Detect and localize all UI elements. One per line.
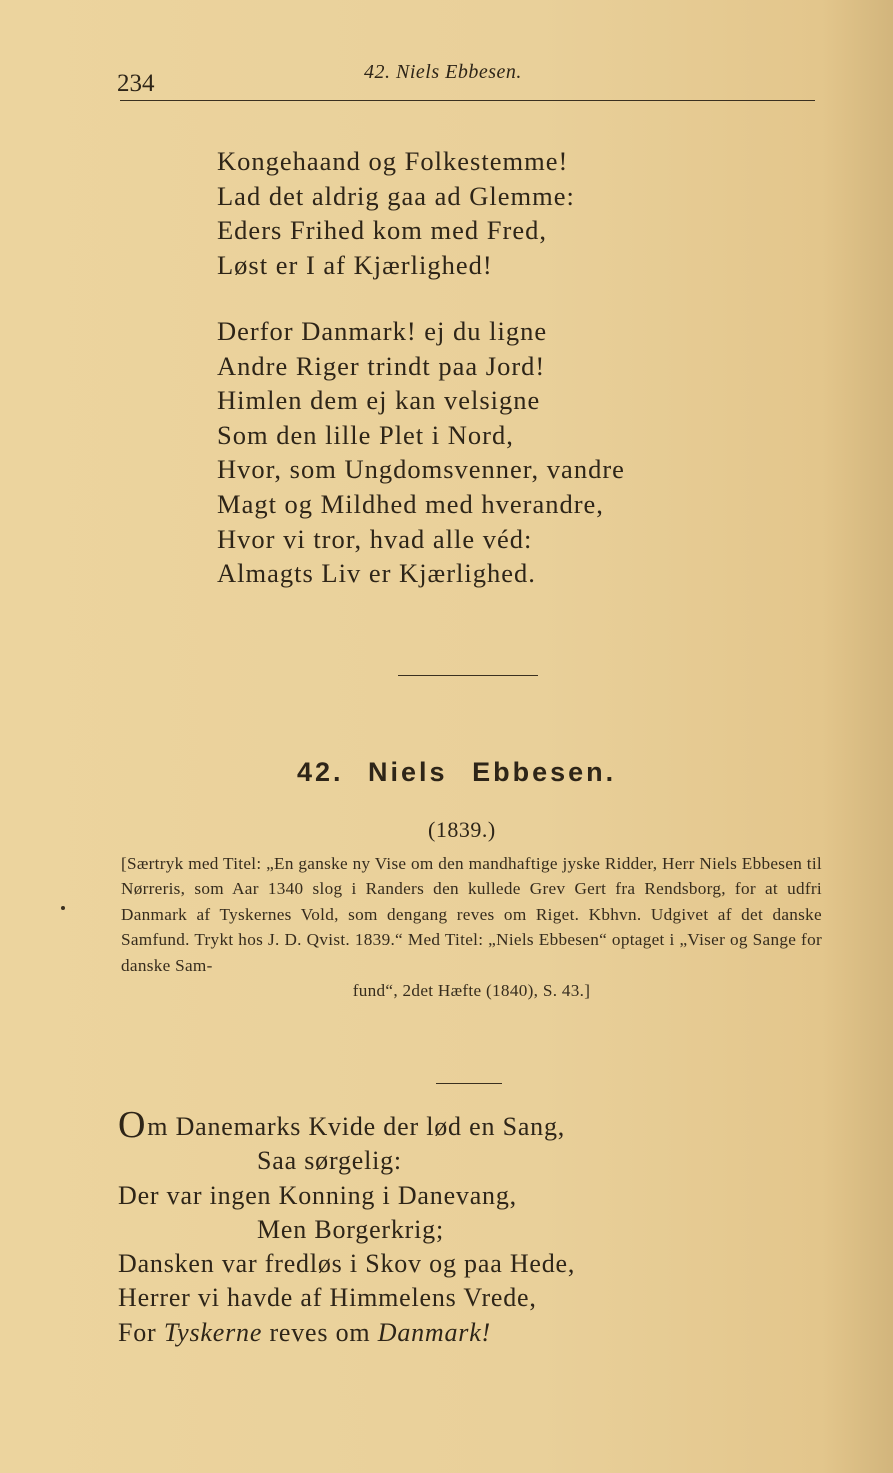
drop-cap: O — [118, 1104, 147, 1146]
verse-line: Lad det aldrig gaa ad Glemme: — [217, 180, 575, 211]
verse-line: Som den lille Plet i Nord, — [217, 419, 514, 450]
running-head: 42. Niels Ebbesen. — [364, 61, 522, 83]
verse-line: Om Danemarks Kvide der lød en Sang, — [118, 1104, 566, 1146]
verse-line: Derfor Danmark! ej du ligne — [217, 316, 548, 346]
verse-line: Løst er I af Kjærlighed! — [217, 249, 493, 280]
verse-line: Hvor, som Ungdomsvenner, vandre — [217, 454, 625, 485]
emphasis: Danmark! — [377, 1317, 492, 1347]
verse-line: Herrer vi havde af Himmelens Vrede, — [118, 1283, 537, 1313]
page-header — [0, 58, 893, 98]
poem-body — [118, 1104, 576, 1350]
section-year: (1839.) — [428, 817, 496, 842]
page-number: 234 — [117, 70, 155, 97]
verse-line: Magt og Mildhed med hverandre, — [217, 488, 604, 519]
verse-line: Dansken var fredløs i Skov og paa Hede, — [118, 1249, 576, 1279]
verse-line: Saa sørgelig: — [257, 1146, 402, 1176]
note-divider — [436, 1083, 502, 1084]
verse-line: Eders Frihed kom med Fred, — [217, 215, 547, 246]
stanza-2 — [217, 314, 625, 591]
verse-line: Der var ingen Konning i Danevang, — [118, 1180, 517, 1210]
verse-line: Almagts Liv er Kjærlighed. — [217, 558, 536, 589]
verse-line: For Tyskerne reves om Danmark! — [118, 1317, 492, 1347]
section-divider — [398, 675, 538, 676]
header-rule — [120, 100, 815, 101]
verse-line: Andre Riger trindt paa Jord! — [217, 350, 546, 381]
section-title: 42. Niels Ebbesen. — [297, 757, 617, 787]
verse-line: Hvor vi tror, hvad alle véd: — [217, 523, 533, 554]
verse-line: Himlen dem ej kan velsigne — [217, 385, 541, 416]
stanza-1 — [217, 144, 575, 282]
verse-line: Kongehaand og Folkestemme! — [217, 146, 569, 176]
note-text: [Særtryk med Titel: „En ganske ny Vise om den mandhaftige jyske Ridder, Herr Niels Ebbesen til Nørreris, som Aar 1340 slog i Randers den kullede Grev Gert fra Rendsborg, for at udfri Danmark af Tyskernes Vold, som dengang reves om Riget. Kbhvn. Udgivet af det danske Samfund. Trykt hos J. D. Qvist. 1839.“ Med Titel: „Niels Ebbesen“ optaget i „Viser og Sange for danske Sam- — [121, 854, 822, 975]
margin-mark — [61, 906, 65, 910]
note-text-last: fund“, 2det Hæfte (1840), S. 43.] — [352, 981, 591, 1001]
emphasis: Tyskerne — [163, 1317, 263, 1347]
bibliographic-note — [121, 851, 822, 1003]
verse-line: Men Borgerkrig; — [257, 1214, 444, 1244]
